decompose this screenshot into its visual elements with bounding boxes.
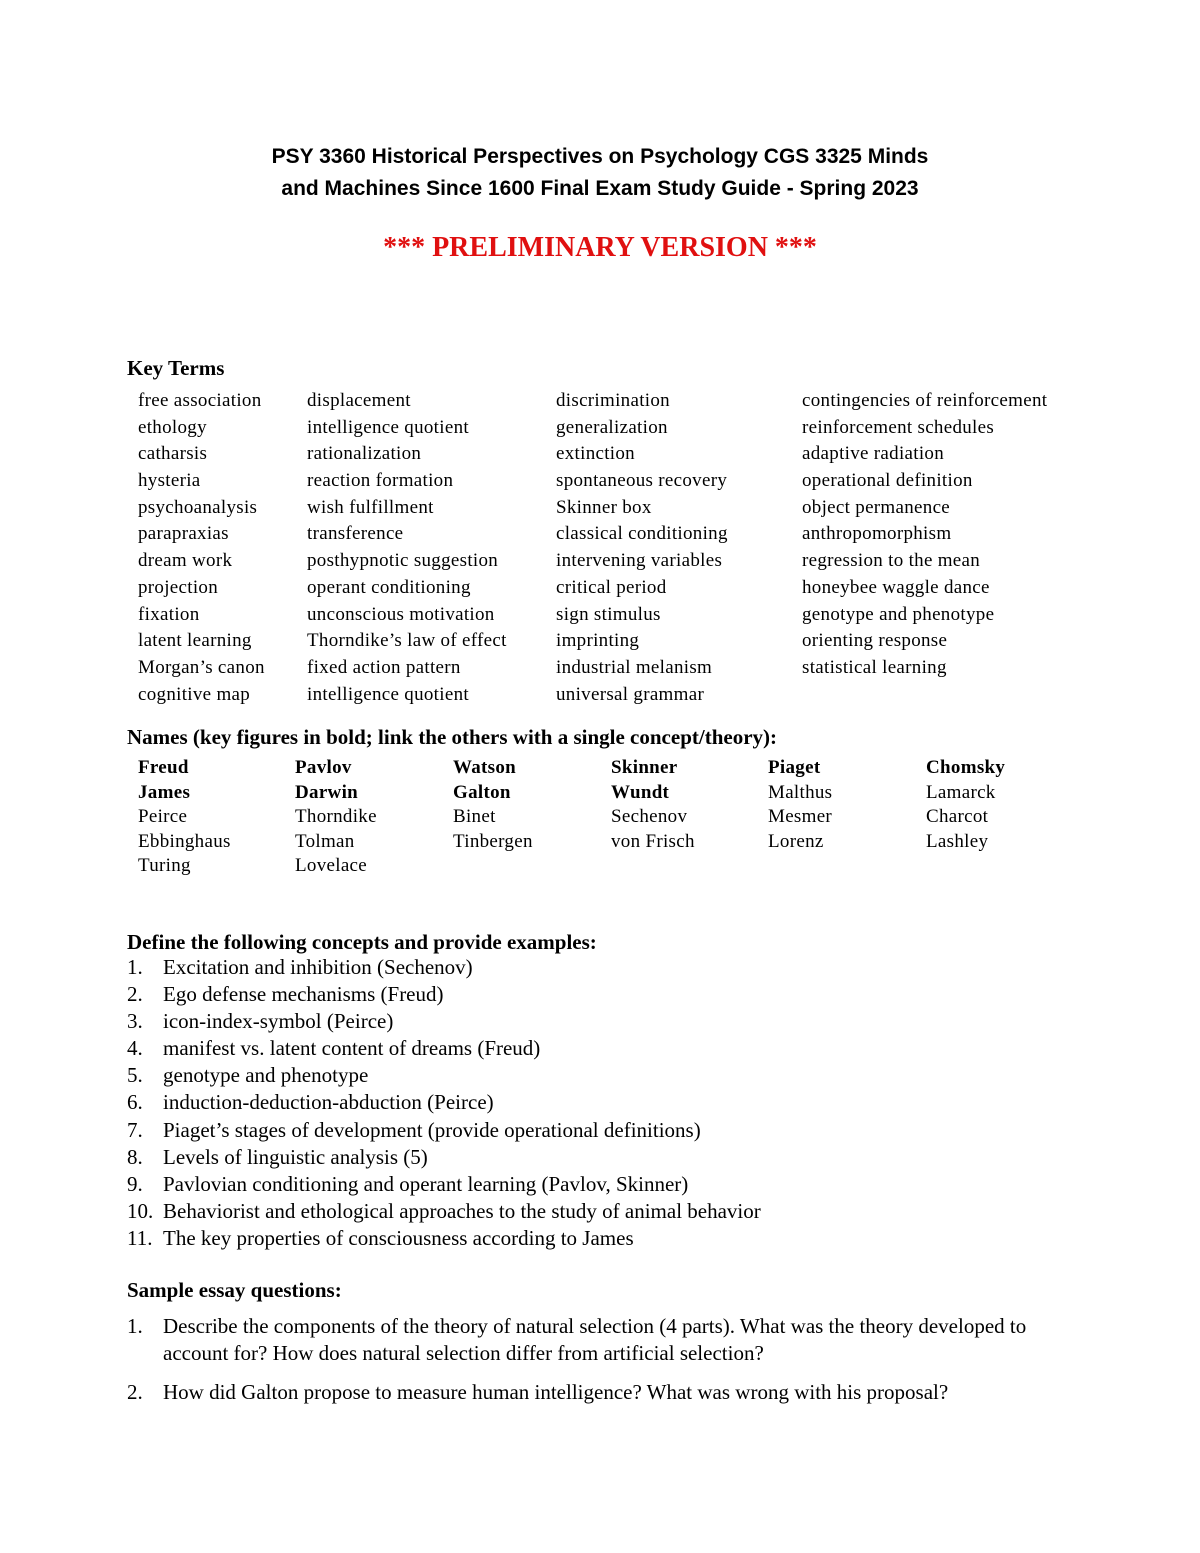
concept-text: icon-index-symbol (Peirce) [163, 1009, 394, 1034]
names-column-4 [611, 756, 695, 854]
key-figure-name: James [138, 781, 191, 803]
key-term: adaptive radiation [802, 443, 945, 465]
concept-text: Levels of linguistic analysis (5) [163, 1144, 428, 1169]
key-term: intervening variables [556, 550, 723, 572]
essay-question-text: Describe the components of the theory of natural selection (4 parts). What was the theory developed to account for? How does natural selection differ from artificial selection? [163, 1314, 1027, 1365]
key-figure-name: Chomsky [926, 757, 1006, 778]
concept-number: 11. [127, 1225, 153, 1250]
key-term: transference [307, 523, 404, 545]
concept-number: 9. [127, 1171, 143, 1196]
key-term: unconscious motivation [307, 603, 495, 625]
essay-questions-heading: Sample essay questions: [127, 1278, 342, 1302]
key-term: spontaneous recovery [556, 470, 728, 492]
key-term: regression to the mean [802, 550, 981, 572]
names-heading: Names (key figures in bold; link the others with a single concept/theory): [127, 725, 778, 749]
key-figure-name: Pavlov [295, 757, 352, 778]
key-figure-name: Watson [453, 757, 517, 778]
key-term: generalization [556, 416, 668, 438]
essay-question-text: How did Galton propose to measure human intelligence? What was wrong with his proposal? [163, 1380, 949, 1404]
key-terms-column-2 [307, 388, 507, 708]
figure-name: Binet [453, 806, 496, 828]
key-figure-name: Skinner [611, 757, 678, 778]
key-term: universal grammar [556, 683, 705, 705]
concept-text: induction-deduction-abduction (Peirce) [163, 1090, 494, 1115]
key-figure-name: Galton [453, 781, 511, 803]
concept-number: 10. [127, 1198, 154, 1223]
concept-number: 8. [127, 1144, 143, 1169]
key-term: parapraxias [138, 523, 229, 545]
key-term: genotype and phenotype [802, 603, 995, 625]
key-term: reaction formation [307, 470, 454, 492]
key-term: Skinner box [556, 496, 652, 518]
concept-number: 4. [127, 1036, 143, 1061]
key-term: extinction [556, 443, 635, 465]
key-term: Morgan’s canon [138, 656, 265, 678]
document-title-line-2: and Machines Since 1600 Final Exam Study Guide - Spring 2023 [281, 177, 919, 200]
key-term: contingencies of reinforcement [802, 390, 1048, 411]
key-term: sign stimulus [556, 603, 661, 625]
concepts-heading: Define the following concepts and provide examples: [127, 930, 597, 954]
key-term: fixation [138, 603, 200, 625]
figure-name: Peirce [138, 806, 188, 828]
concept-text: genotype and phenotype [163, 1063, 369, 1088]
figure-name: Turing [138, 855, 191, 877]
figure-name: Ebbinghaus [138, 830, 231, 852]
key-term: orienting response [802, 630, 948, 652]
concept-number: 5. [127, 1063, 143, 1088]
key-term: posthypnotic suggestion [307, 550, 499, 572]
key-term: statistical learning [802, 656, 947, 678]
concept-text: Pavlovian conditioning and operant learning (Pavlov, Skinner) [163, 1171, 689, 1196]
key-figure-name: Wundt [611, 781, 670, 803]
key-terms-column-3 [556, 388, 728, 708]
key-term: projection [138, 576, 219, 598]
concept-number: 7. [127, 1117, 143, 1142]
names-column-2 [295, 756, 377, 879]
key-figure-name: Freud [138, 757, 189, 778]
key-term: discrimination [556, 390, 670, 411]
key-term: free association [138, 390, 262, 411]
figure-name: Lamarck [926, 781, 996, 803]
key-terms-heading: Key Terms [127, 356, 225, 380]
preliminary-version-banner: *** PRELIMINARY VERSION *** [383, 232, 817, 263]
concept-text: Behaviorist and ethological approaches to the study of animal behavior [163, 1198, 761, 1223]
figure-name: Tinbergen [453, 830, 533, 852]
concept-number: 6. [127, 1090, 143, 1115]
key-term: latent learning [138, 630, 252, 652]
key-term: imprinting [556, 630, 640, 652]
figure-name: Lorenz [768, 830, 824, 852]
concept-text: Excitation and inhibition (Sechenov) [163, 955, 473, 979]
key-term: industrial melanism [556, 656, 713, 678]
essay-question [127, 1379, 1087, 1406]
essay-question [127, 1313, 1087, 1367]
essay-question-number: 2. [127, 1380, 143, 1404]
key-terms-column-4 [802, 388, 1047, 682]
figure-name: Lashley [926, 830, 989, 852]
figure-name: Mesmer [768, 806, 833, 828]
concept-text: The key properties of consciousness according to James [163, 1225, 634, 1250]
concept-text: manifest vs. latent content of dreams (Freud) [163, 1036, 541, 1061]
essay-question-number: 1. [127, 1314, 143, 1338]
key-term: honeybee waggle dance [802, 576, 990, 598]
key-term: psychoanalysis [138, 496, 258, 518]
key-term: catharsis [138, 443, 208, 465]
key-term: hysteria [138, 470, 201, 492]
concept-text: Ego defense mechanisms (Freud) [163, 982, 444, 1007]
figure-name: Lovelace [295, 855, 368, 877]
key-term: anthropomorphism [802, 523, 952, 545]
concept-number: 1. [127, 955, 143, 979]
key-term: fixed action pattern [307, 656, 461, 678]
key-term: operant conditioning [307, 576, 471, 598]
figure-name: Tolman [295, 830, 355, 852]
names-column-5 [768, 756, 832, 854]
figure-name: Charcot [926, 806, 989, 828]
key-term: object permanence [802, 496, 951, 518]
figure-name: Thorndike [295, 806, 377, 828]
key-term: ethology [138, 416, 207, 438]
key-term: Thorndike’s law of effect [307, 630, 507, 652]
key-figure-name: Piaget [768, 757, 821, 778]
names-column-3 [453, 756, 533, 854]
concept-number: 2. [127, 982, 143, 1007]
figure-name: Malthus [768, 781, 833, 803]
key-term: displacement [307, 390, 411, 411]
key-term: intelligence quotient [307, 683, 469, 705]
key-term: wish fulfillment [307, 496, 434, 518]
key-term: classical conditioning [556, 523, 728, 545]
concept-number: 3. [127, 1009, 143, 1034]
names-column-1 [138, 756, 231, 879]
essay-questions-list [127, 1313, 1087, 1418]
key-figure-name: Darwin [295, 781, 359, 803]
key-term: reinforcement schedules [802, 416, 995, 438]
key-term: operational definition [802, 470, 973, 492]
key-term: rationalization [307, 443, 422, 465]
key-terms-column-1 [138, 388, 265, 708]
key-term: critical period [556, 576, 667, 598]
key-term: dream work [138, 550, 233, 572]
document-title-line-1: PSY 3360 Historical Perspectives on Psychology CGS 3325 Minds [271, 145, 929, 168]
names-column-6 [926, 756, 1005, 854]
key-term: cognitive map [138, 683, 251, 705]
key-term: intelligence quotient [307, 416, 469, 438]
figure-name: von Frisch [611, 830, 695, 852]
figure-name: Sechenov [611, 806, 688, 828]
concept-text: Piaget’s stages of development (provide operational definitions) [163, 1117, 701, 1142]
